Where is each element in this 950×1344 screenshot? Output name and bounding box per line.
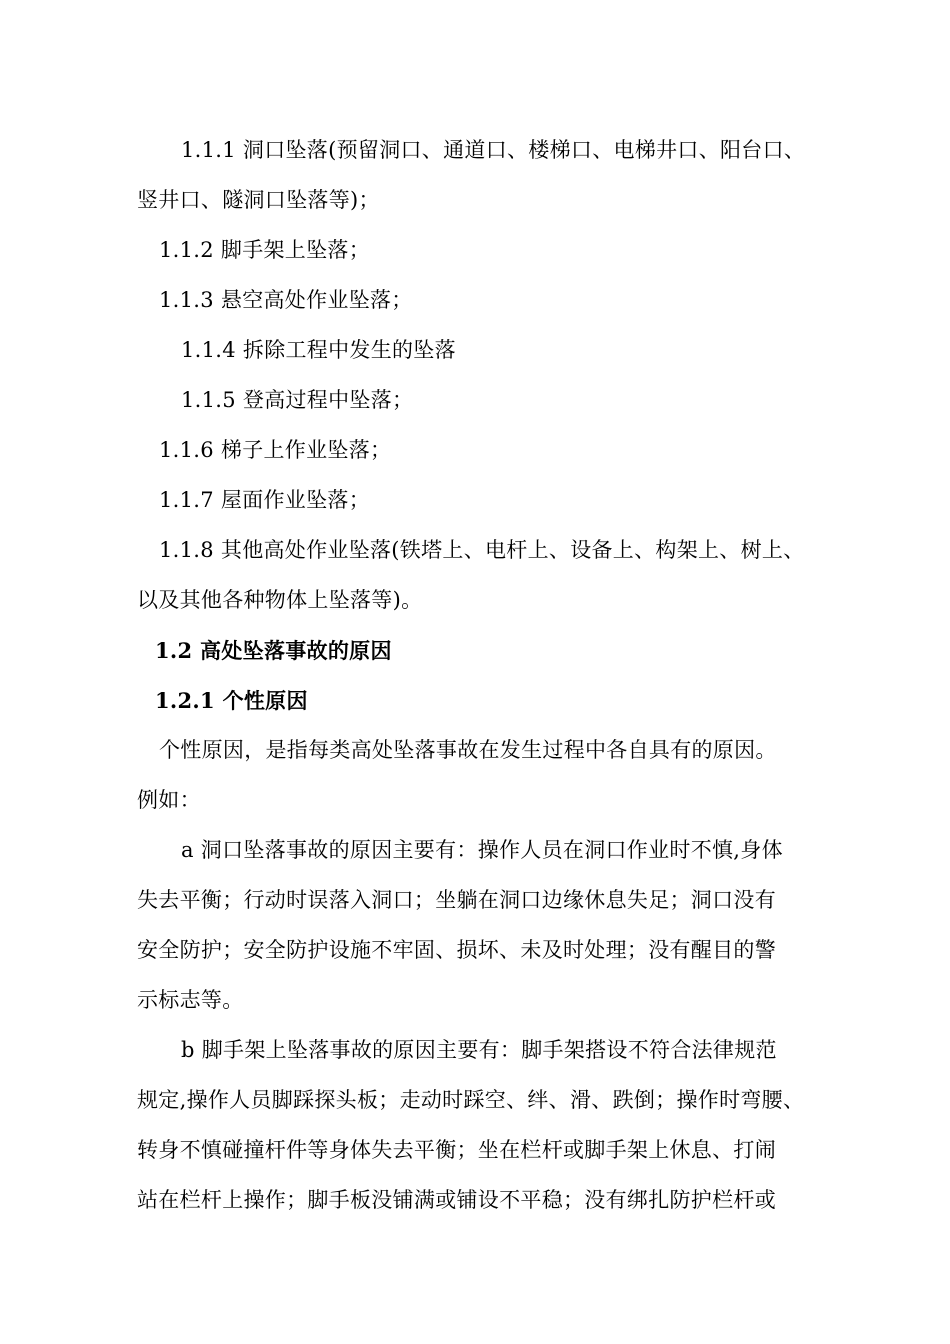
item-a-continued: 示标志等。 <box>137 988 244 1012</box>
item-b-continued: 规定,操作人员脚踩探头板；走动时踩空、绊、滑、跌倒；操作时弯腰、 <box>137 1088 805 1112</box>
paragraph-line: 个性原因，是指每类高处坠落事故在发生过程中各自具有的原因。 <box>159 738 777 762</box>
item-a-continued: 安全防护；安全防护设施不牢固、损坏、未及时处理；没有醒目的警 <box>137 938 776 962</box>
section-heading-1-2: 1.2 高处坠落事故的原因 <box>155 638 392 663</box>
item-a-continued: 失去平衡；行动时误落入洞口；坐躺在洞口边缘休息失足；洞口没有 <box>137 888 776 912</box>
item-b: b 脚手架上坠落事故的原因主要有：脚手架搭设不符合法律规范 <box>181 1038 777 1062</box>
item-b-continued: 站在栏杆上操作；脚手板没铺满或铺设不平稳；没有绑扎防护栏杆或 <box>137 1188 776 1212</box>
item-1-1-2: 1.1.2 脚手架上坠落； <box>159 238 371 262</box>
item-1-1-6: 1.1.6 梯子上作业坠落； <box>159 438 392 462</box>
item-1-1-8-continued: 以及其他各种物体上坠落等)。 <box>137 588 423 612</box>
item-1-1-5: 1.1.5 登高过程中坠落； <box>181 388 414 412</box>
paragraph-line: 例如： <box>137 788 201 812</box>
item-1-1-8: 1.1.8 其他高处作业坠落(铁塔上、电杆上、设备上、构架上、树上、 <box>159 538 805 562</box>
item-b-continued: 转身不慎碰撞杆件等身体失去平衡；坐在栏杆或脚手架上休息、打闹 <box>137 1138 776 1162</box>
item-1-1-7: 1.1.7 屋面作业坠落； <box>159 488 371 512</box>
subsection-heading-1-2-1: 1.2.1 个性原因 <box>155 688 308 713</box>
item-a: a 洞口坠落事故的原因主要有：操作人员在洞口作业时不慎,身体 <box>181 838 783 862</box>
item-1-1-1: 1.1.1 洞口坠落(预留洞口、通道口、楼梯口、电梯井口、阳台口、 <box>181 138 806 162</box>
item-1-1-1-continued: 竖井口、隧洞口坠落等)； <box>137 188 380 212</box>
item-1-1-4: 1.1.4 拆除工程中发生的坠落 <box>181 338 456 362</box>
item-1-1-3: 1.1.3 悬空高处作业坠落； <box>159 288 413 312</box>
